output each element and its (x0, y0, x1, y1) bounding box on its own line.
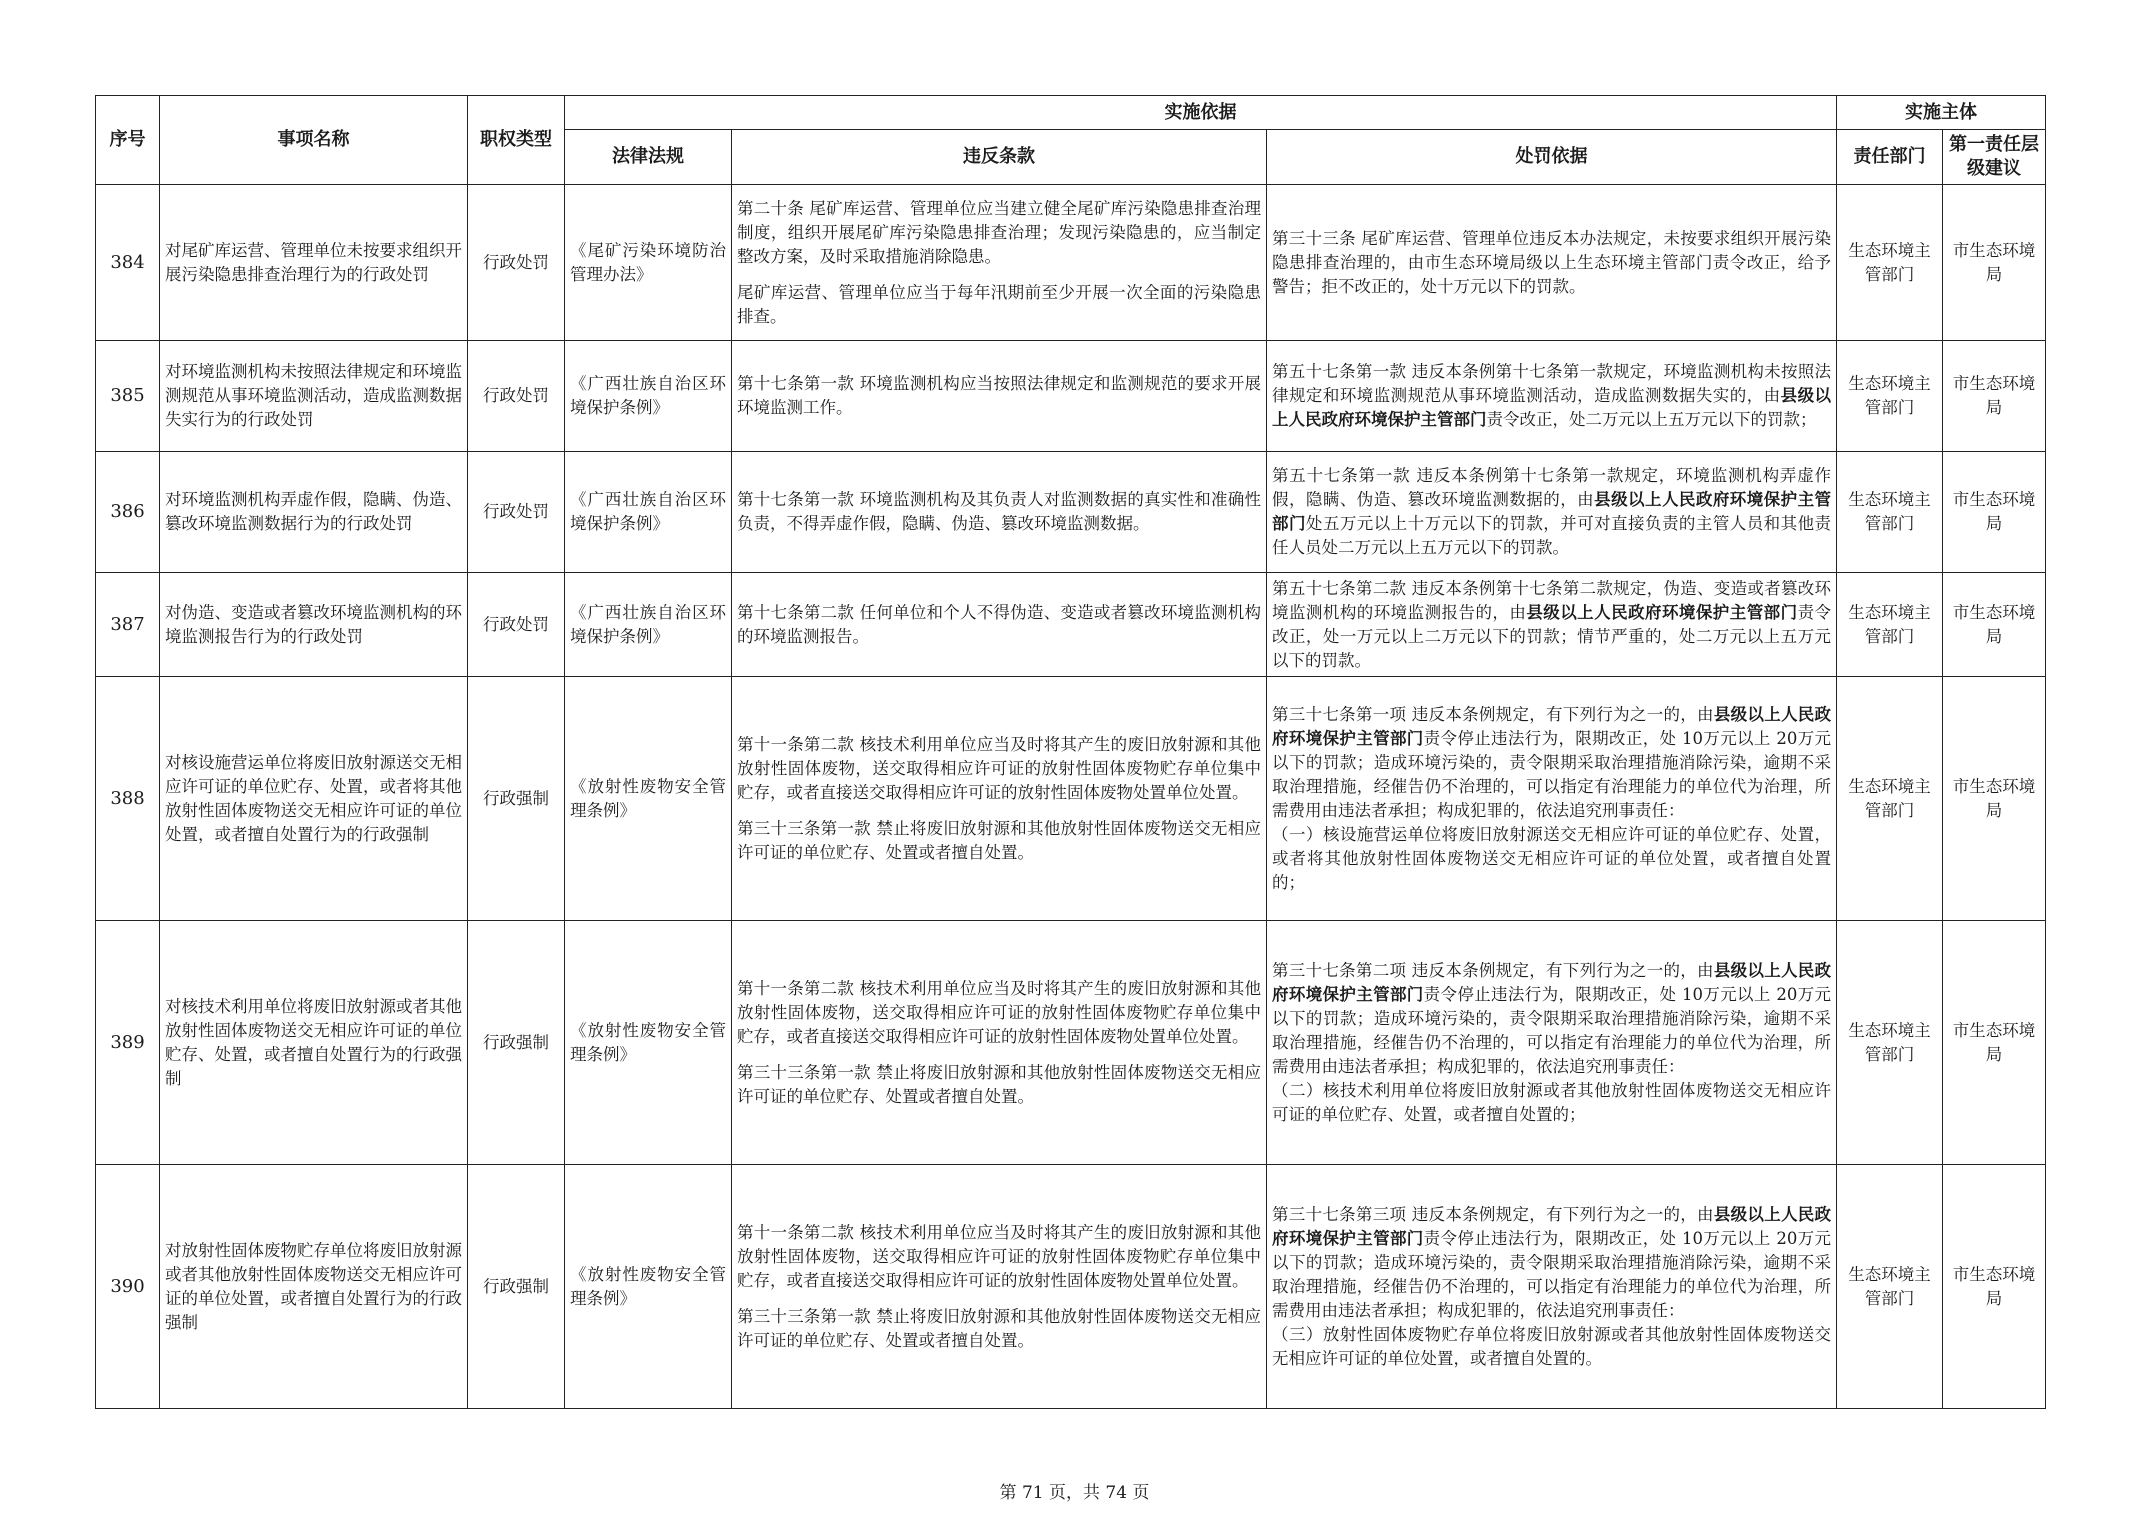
row-violated (732, 452, 1267, 573)
row-dept: 生态环境主管部门 (1837, 341, 1943, 452)
row-item-name: 对伪造、变造或者篡改环境监测机构的环境监测报告行为的行政处罚 (160, 573, 468, 677)
header-level: 第一责任层级建议 (1943, 130, 2046, 185)
row-seq: 384 (96, 185, 160, 341)
violated-paragraph: 尾矿库运营、管理单位应当于每年汛期前至少开展一次全面的污染隐患排查。 (737, 282, 1261, 326)
row-violated (732, 921, 1267, 1165)
row-level: 市生态环境局 (1943, 1165, 2046, 1409)
row-seq: 387 (96, 573, 160, 677)
row-law: 《放射性废物安全管理条例》 (565, 677, 732, 921)
penalty-text (1272, 466, 1831, 557)
violated-paragraph: 第三十三条第一款 禁止将废旧放射源和其他放射性固体废物送交无相应许可证的单位贮存、处置或者擅自处置。 (737, 1062, 1261, 1106)
row-item-name: 对环境监测机构弄虚作假，隐瞒、伪造、篡改环境监测数据行为的行政处罚 (160, 452, 468, 573)
row-penalty (1267, 573, 1837, 677)
page-footer: 第 71 页，共 74 页 (999, 1483, 1150, 1503)
violated-paragraph: 第十七条第一款 环境监测机构应当按照法律规定和监测规范的要求开展环境监测工作。 (737, 374, 1261, 417)
row-violated (732, 185, 1267, 341)
row-seq: 390 (96, 1165, 160, 1409)
row-law: 《广西壮族自治区环境保护条例》 (565, 341, 732, 452)
row-dept: 生态环境主管部门 (1837, 1165, 1943, 1409)
row-seq: 388 (96, 677, 160, 921)
penalty-item: （二）核技术利用单位将废旧放射源或者其他放射性固体废物送交无相应许可证的单位贮存、处置，或者擅自处置的； (1272, 1080, 1832, 1124)
penalty-segment: 第五十七条第二款 违反本条例第十七条第二款规定，伪造、变造或者篡改环境监测机构的环境监测报告的，由 (1272, 578, 1832, 622)
row-power-type: 行政强制 (468, 1165, 565, 1409)
penalty-authority: 县级以上人民政府环境保护主管部门 (1272, 1204, 1832, 1248)
penalty-item: （一）核设施营运单位将废旧放射源送交无相应许可证的单位贮存、处置，或者将其他放射性固体废物送交无相应许可证的单位处置，或者擅自处置的； (1272, 824, 1832, 892)
row-seq: 389 (96, 921, 160, 1165)
penalty-segment: 第三十三条 尾矿库运营、管理单位违反本办法规定，未按要求组织开展污染隐患排查治理的，由市生态环境局级以上生态环境主管部门责令改正，给予警告；拒不改正的，处十万元以下的罚款。 (1272, 228, 1832, 296)
row-level: 市生态环境局 (1943, 452, 2046, 573)
table-row (96, 573, 2046, 677)
row-power-type: 行政强制 (468, 921, 565, 1165)
table-row (96, 341, 2046, 452)
penalty-text (1272, 705, 1831, 820)
row-power-type: 行政处罚 (468, 452, 565, 573)
table-row (96, 185, 2046, 341)
row-dept: 生态环境主管部门 (1837, 185, 1943, 341)
penalty-segment: 责令停止违法行为，限期改正，处 10万元以上 20万元以下的罚款；造成环境污染的，责令限期采取治理措施消除污染，逾期不采取治理措施，经催告仍不治理的，可以指定有治理能力的单位代为治理，所需费用由违法者承担；构成犯罪的，依法追究刑事责任： (1272, 728, 1832, 820)
header-power-type: 职权类型 (468, 96, 565, 185)
row-violated (732, 573, 1267, 677)
header-subject-group: 实施主体 (1837, 96, 2046, 130)
powers-table (95, 95, 2046, 1409)
header-law: 法律法规 (565, 130, 732, 185)
header-violated: 违反条款 (732, 130, 1267, 185)
penalty-text (1272, 961, 1831, 1076)
penalty-segment: 第三十七条第一项 违反本条例规定，有下列行为之一的，由 (1272, 704, 1714, 724)
penalty-text (1272, 229, 1831, 296)
penalty-segment: 第三十七条第三项 违反本条例规定，有下列行为之一的，由 (1272, 1204, 1714, 1224)
header-dept: 责任部门 (1837, 130, 1943, 185)
row-law: 《尾矿污染环境防治管理办法》 (565, 185, 732, 341)
penalty-authority: 县级以上人民政府环境保护主管部门 (1526, 602, 1798, 622)
row-violated (732, 677, 1267, 921)
header-basis-group: 实施依据 (565, 96, 1837, 130)
penalty-authority: 县级以上人民政府环境保护主管部门 (1272, 704, 1832, 748)
penalty-authority: 县级以上人民政府环境保护主管部门 (1272, 960, 1832, 1004)
row-penalty (1267, 921, 1837, 1165)
penalty-segment: 责令停止违法行为，限期改正，处 10万元以上 20万元以下的罚款；造成环境污染的，责令限期采取治理措施消除污染，逾期不采取治理措施，经催告仍不治理的，可以指定有治理能力的单位代为治理，所需费用由违法者承担；构成犯罪的，依法追究刑事责任： (1272, 984, 1832, 1076)
penalty-segment: 第三十七条第二项 违反本条例规定，有下列行为之一的，由 (1272, 960, 1714, 980)
header-item-name: 事项名称 (160, 96, 468, 185)
penalty-segment: 处五万元以上十万元以下的罚款，并可对直接负责的主管人员和其他责任人员处二万元以上五万元以下的罚款。 (1272, 514, 1832, 557)
row-level: 市生态环境局 (1943, 185, 2046, 341)
penalty-segment: 责令改正，处一万元以上二万元以下的罚款；情节严重的，处二万元以上五万元以下的罚款。 (1272, 602, 1832, 670)
row-power-type: 行政处罚 (468, 185, 565, 341)
violated-paragraph: 第十一条第二款 核技术利用单位应当及时将其产生的废旧放射源和其他放射性固体废物，送交取得相应许可证的放射性固体废物贮存单位集中贮存，或者直接送交取得相应许可证的放射性固体废物处置单位处置。 (737, 1222, 1261, 1290)
penalty-segment: 第五十七条第一款 违反本条例第十七条第一款规定，环境监测机构弄虚作假，隐瞒、伪造、篡改环境监测数据的，由 (1272, 466, 1832, 509)
penalty-text (1272, 362, 1831, 429)
row-item-name: 对环境监测机构未按照法律规定和环境监测规范从事环境监测活动，造成监测数据失实行为的行政处罚 (160, 341, 468, 452)
table-row (96, 677, 2046, 921)
table-row (96, 1165, 2046, 1409)
row-penalty (1267, 677, 1837, 921)
row-power-type: 行政处罚 (468, 573, 565, 677)
violated-paragraph: 第二十条 尾矿库运营、管理单位应当建立健全尾矿库污染隐患排查治理制度，组织开展尾矿库污染隐患排查治理；发现污染隐患的，应当制定整改方案，及时采取措施消除隐患。 (737, 198, 1261, 266)
table-row (96, 921, 2046, 1165)
row-seq: 385 (96, 341, 160, 452)
row-dept: 生态环境主管部门 (1837, 677, 1943, 921)
violated-paragraph: 第十七条第二款 任何单位和个人不得伪造、变造或者篡改环境监测机构的环境监测报告。 (737, 602, 1261, 646)
row-penalty (1267, 185, 1837, 341)
row-level: 市生态环境局 (1943, 573, 2046, 677)
row-item-name: 对核技术利用单位将废旧放射源或者其他放射性固体废物送交无相应许可证的单位贮存、处置，或者擅自处置行为的行政强制 (160, 921, 468, 1165)
row-seq: 386 (96, 452, 160, 573)
penalty-text (1272, 1205, 1831, 1320)
row-law: 《放射性废物安全管理条例》 (565, 921, 732, 1165)
violated-paragraph: 第三十三条第一款 禁止将废旧放射源和其他放射性固体废物送交无相应许可证的单位贮存、处置或者擅自处置。 (737, 1306, 1261, 1350)
row-item-name: 对尾矿库运营、管理单位未按要求组织开展污染隐患排查治理行为的行政处罚 (160, 185, 468, 341)
row-level: 市生态环境局 (1943, 921, 2046, 1165)
header-penalty: 处罚依据 (1267, 130, 1837, 185)
row-law: 《放射性废物安全管理条例》 (565, 1165, 732, 1409)
row-power-type: 行政强制 (468, 677, 565, 921)
row-penalty (1267, 341, 1837, 452)
row-penalty (1267, 1165, 1837, 1409)
violated-paragraph: 第三十三条第一款 禁止将废旧放射源和其他放射性固体废物送交无相应许可证的单位贮存、处置或者擅自处置。 (737, 818, 1261, 862)
violated-paragraph: 第十七条第一款 环境监测机构及其负责人对监测数据的真实性和准确性负责，不得弄虚作假，隐瞒、伪造、篡改环境监测数据。 (737, 490, 1261, 533)
row-law: 《广西壮族自治区环境保护条例》 (565, 452, 732, 573)
penalty-text (1272, 579, 1831, 670)
violated-paragraph: 第十一条第二款 核技术利用单位应当及时将其产生的废旧放射源和其他放射性固体废物，送交取得相应许可证的放射性固体废物贮存单位集中贮存，或者直接送交取得相应许可证的放射性固体废物处置单位处置。 (737, 978, 1261, 1046)
penalty-authority: 县级以上人民政府环境保护主管部门 (1272, 490, 1832, 533)
row-penalty (1267, 452, 1837, 573)
row-item-name: 对放射性固体废物贮存单位将废旧放射源或者其他放射性固体废物送交无相应许可证的单位处置，或者擅自处置行为的行政强制 (160, 1165, 468, 1409)
table-row (96, 452, 2046, 573)
penalty-item: （三）放射性固体废物贮存单位将废旧放射源或者其他放射性固体废物送交无相应许可证的单位处置，或者擅自处置的。 (1272, 1324, 1832, 1368)
violated-paragraph: 第十一条第二款 核技术利用单位应当及时将其产生的废旧放射源和其他放射性固体废物，送交取得相应许可证的放射性固体废物贮存单位集中贮存，或者直接送交取得相应许可证的放射性固体废物处置单位处置。 (737, 734, 1261, 802)
penalty-segment: 第五十七条第一款 违反本条例第十七条第一款规定，环境监测机构未按照法律规定和环境监测规范从事环境监测活动，造成监测数据失实的，由 (1272, 362, 1832, 405)
row-power-type: 行政处罚 (468, 341, 565, 452)
penalty-segment: 责令停止违法行为，限期改正，处 10万元以上 20万元以下的罚款；造成环境污染的，责令限期采取治理措施消除污染，逾期不采取治理措施，经催告仍不治理的，可以指定有治理能力的单位代为治理，所需费用由违法者承担；构成犯罪的，依法追究刑事责任： (1272, 1228, 1832, 1320)
penalty-authority: 县级以上人民政府环境保护主管部门 (1272, 386, 1832, 429)
row-item-name: 对核设施营运单位将废旧放射源送交无相应许可证的单位贮存、处置，或者将其他放射性固体废物送交无相应许可证的单位处置，或者擅自处置行为的行政强制 (160, 677, 468, 921)
row-level: 市生态环境局 (1943, 341, 2046, 452)
row-level: 市生态环境局 (1943, 677, 2046, 921)
row-violated (732, 341, 1267, 452)
penalty-segment: 责令改正，处二万元以上五万元以下的罚款； (1486, 410, 1817, 429)
row-violated (732, 1165, 1267, 1409)
header-seq: 序号 (96, 96, 160, 185)
row-dept: 生态环境主管部门 (1837, 921, 1943, 1165)
row-dept: 生态环境主管部门 (1837, 452, 1943, 573)
row-dept: 生态环境主管部门 (1837, 573, 1943, 677)
row-law: 《广西壮族自治区环境保护条例》 (565, 573, 732, 677)
